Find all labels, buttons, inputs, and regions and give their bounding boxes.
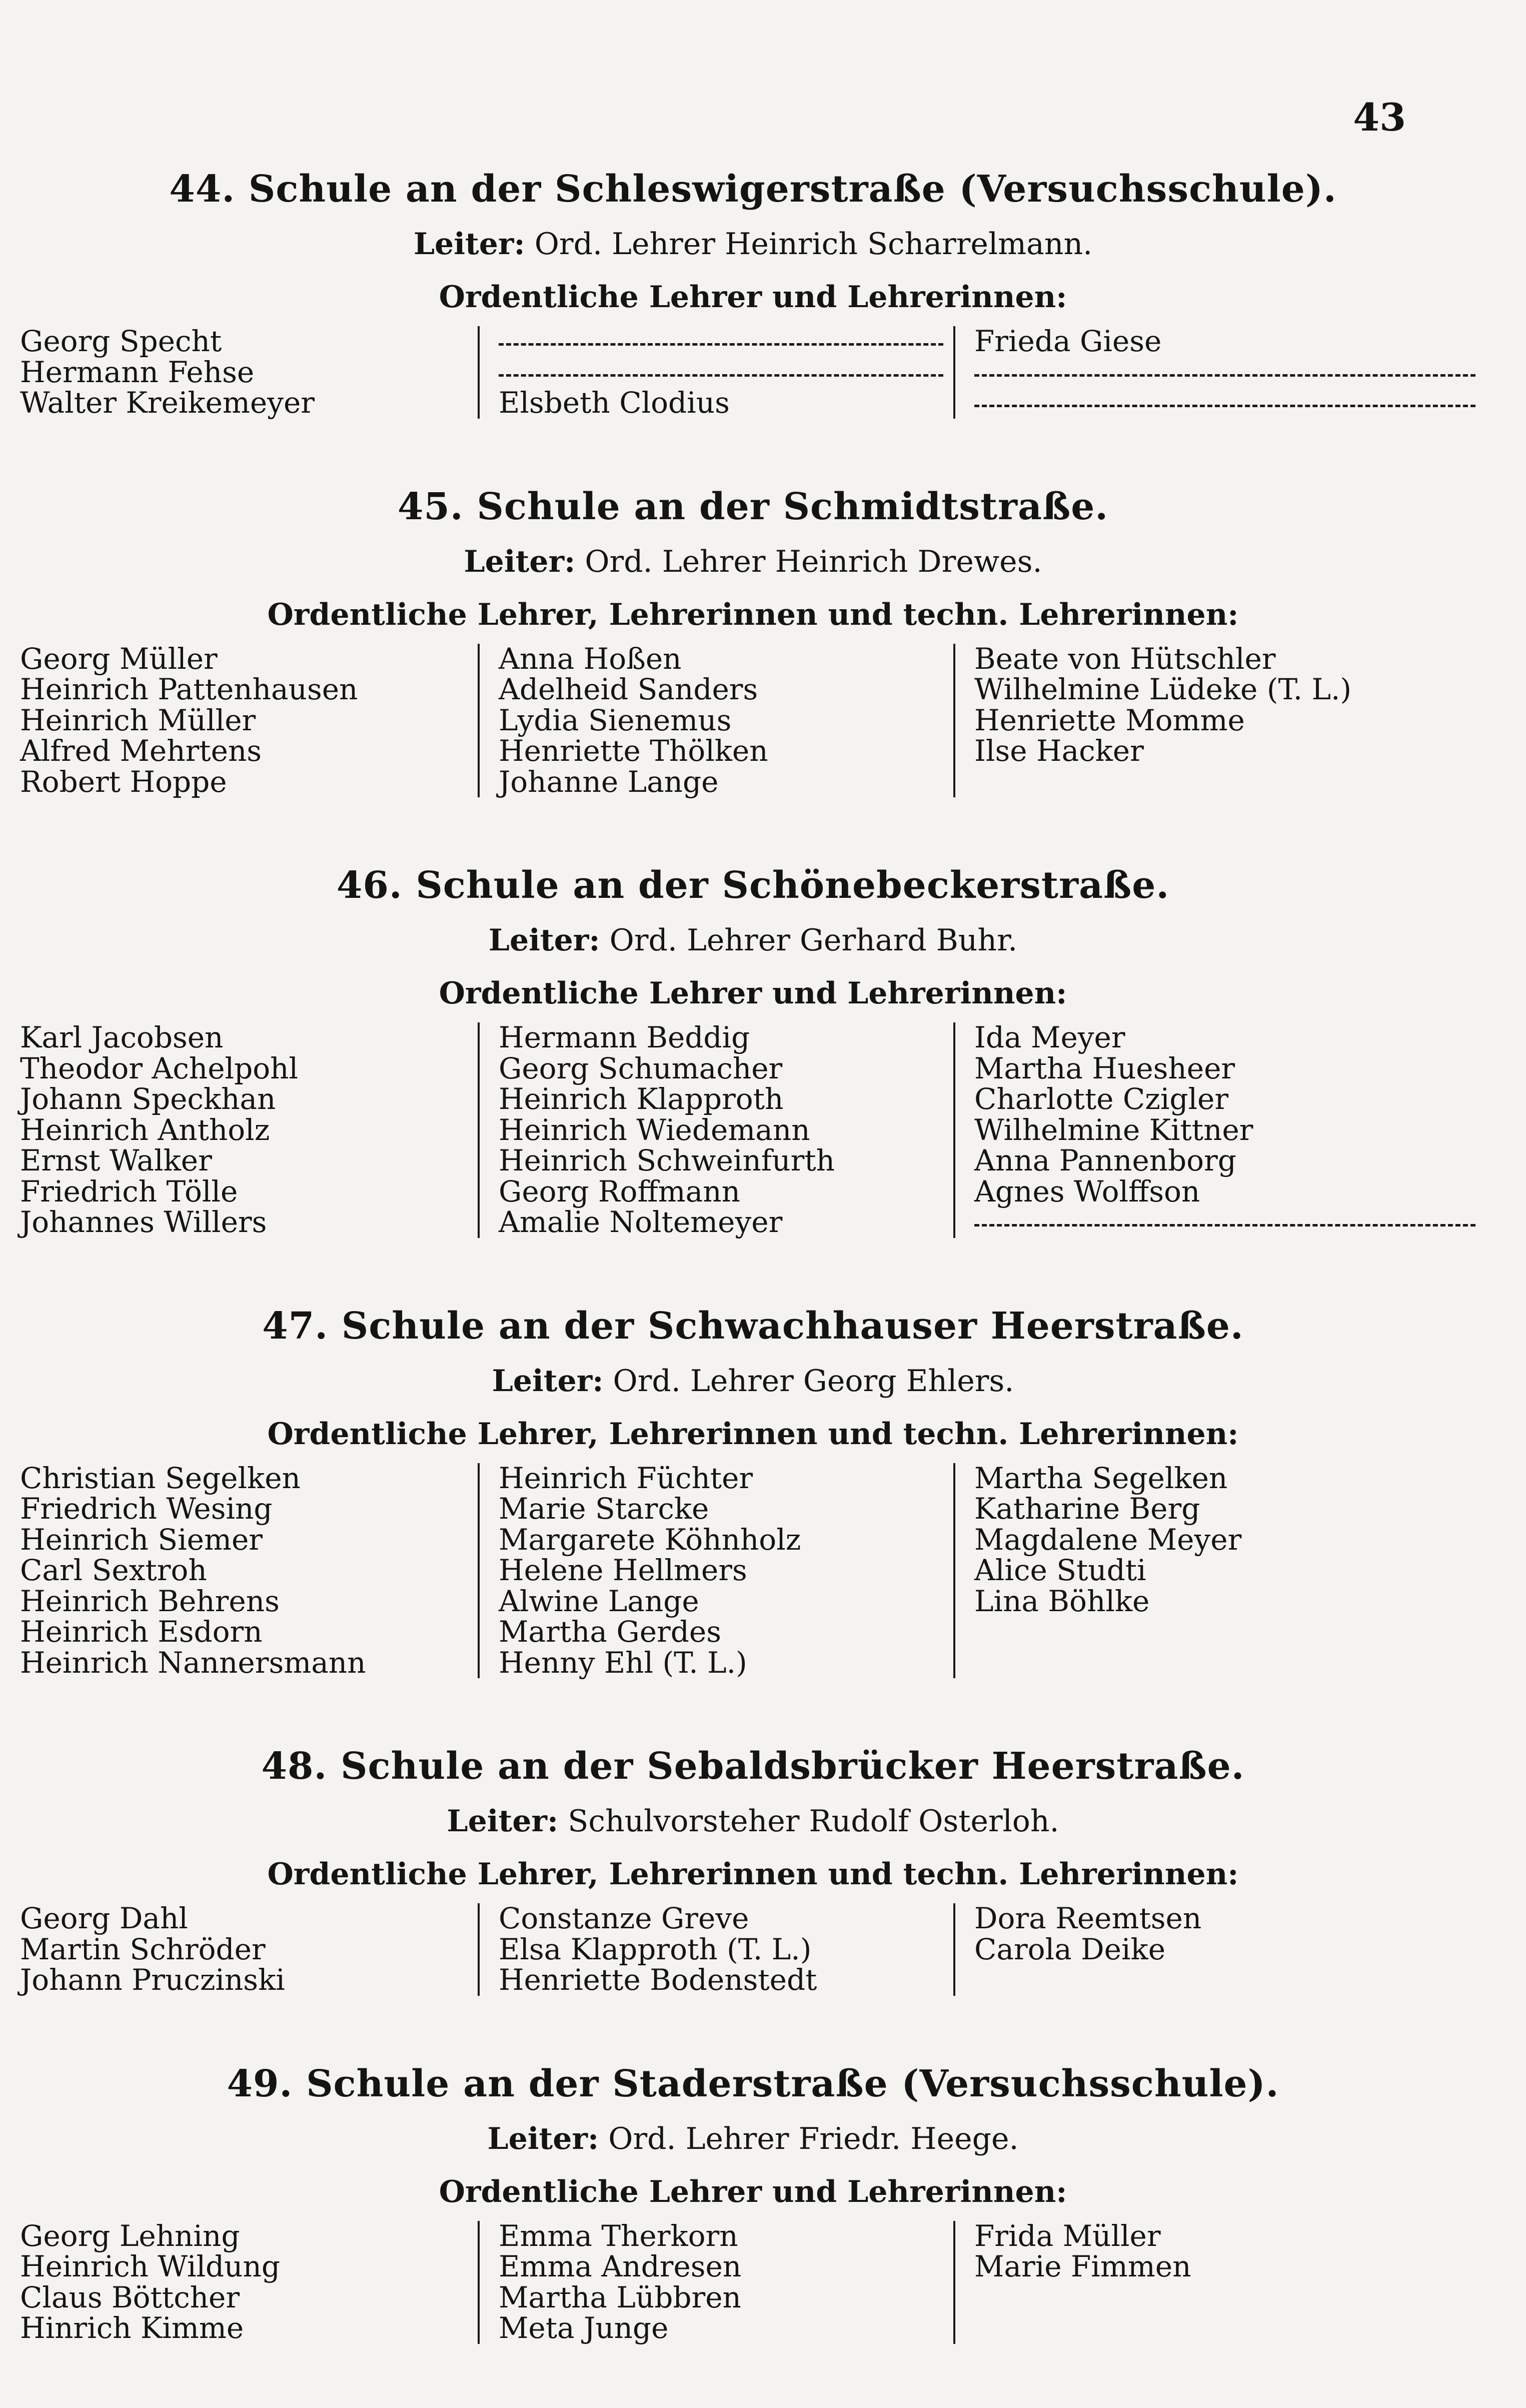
staff-columns xyxy=(20,1463,1486,1679)
vacancy-dash xyxy=(974,388,1485,419)
staff-name: Henny Ehl (T. L.) xyxy=(499,1645,747,1680)
school-title: 49. Schule an der Staderstraße (Versuchsschule). xyxy=(227,2062,1279,2105)
staff-name: Emma Therkorn xyxy=(499,2218,738,2253)
leiter-name: Ord. Lehrer Friedr. Heege. xyxy=(608,2121,1019,2156)
staff-name: Friedrich Wesing xyxy=(20,1492,273,1526)
staff-column-left xyxy=(20,326,478,419)
staff-name: Constanze Greve xyxy=(499,1901,749,1935)
staff-name: Margarete Köhnholz xyxy=(499,1522,801,1557)
school-section xyxy=(20,483,1486,798)
staff-name: Magdalene Meyer xyxy=(974,1522,1242,1557)
staff-column-mid xyxy=(478,641,955,799)
staff-name: Agnes Wolffson xyxy=(974,1174,1200,1209)
staff-name: Martha Huesheer xyxy=(974,1051,1235,1085)
leiter-label: Leiter: xyxy=(487,2121,599,2156)
leiter-name: Ord. Lehrer Gerhard Buhr. xyxy=(609,923,1018,958)
staff-name: Heinrich Antholz xyxy=(20,1112,270,1147)
staff-name: Walter Kreikemeyer xyxy=(20,386,315,420)
staff-heading: Ordentliche Lehrer und Lehrerinnen: xyxy=(439,280,1067,315)
school-leiter xyxy=(20,918,1486,962)
staff-columns xyxy=(20,1903,1486,1996)
vacancy-dash xyxy=(974,1207,1485,1238)
staff-column-right xyxy=(955,326,1485,419)
staff-name: Anna Hoßen xyxy=(499,641,682,676)
staff-name: Theodor Achelpohl xyxy=(20,1051,299,1085)
staff-name: Carola Deike xyxy=(974,1932,1166,1966)
staff-name: Hermann Fehse xyxy=(20,355,255,389)
page-number: 43 xyxy=(1353,95,1406,140)
staff-name: Ida Meyer xyxy=(974,1020,1125,1054)
staff-name: Henriette Thölken xyxy=(499,734,768,768)
staff-name: Marie Fimmen xyxy=(974,2249,1191,2283)
staff-column-mid xyxy=(478,1903,955,1996)
staff-name: Martin Schröder xyxy=(20,1932,266,1966)
staff-name: Johann Speckhan xyxy=(20,1082,276,1116)
staff-name: Frieda Giese xyxy=(974,324,1162,358)
staff-name: Johanne Lange xyxy=(499,764,719,799)
staff-name: Elsa Klapproth (T. L.) xyxy=(499,1932,812,1966)
staff-column-mid xyxy=(478,326,955,419)
staff-name: Anna Pannenborg xyxy=(974,1143,1236,1177)
staff-column-left xyxy=(20,1463,478,1679)
staff-name: Martha Lübbren xyxy=(499,2280,741,2314)
staff-columns xyxy=(20,641,1486,799)
school-list xyxy=(20,165,1486,2408)
school-section xyxy=(20,1302,1486,1679)
staff-name: Ernst Walker xyxy=(20,1143,212,1177)
school-leiter xyxy=(20,1359,1486,1403)
leiter-label: Leiter: xyxy=(413,227,525,262)
staff-name: Carl Sextroh xyxy=(20,1553,207,1587)
staff-name: Robert Hoppe xyxy=(20,764,227,799)
staff-name: Heinrich Pattenhausen xyxy=(20,672,358,706)
staff-name: Emma Andresen xyxy=(499,2249,742,2283)
staff-name: Ilse Hacker xyxy=(974,734,1144,768)
staff-column-left xyxy=(20,1903,478,1996)
school-leiter xyxy=(20,222,1486,266)
staff-name: Amalie Noltemeyer xyxy=(499,1205,783,1239)
staff-columns xyxy=(20,2218,1486,2345)
staff-column-right xyxy=(955,1903,1485,1996)
staff-name: Katharine Berg xyxy=(974,1492,1200,1526)
staff-heading: Ordentliche Lehrer und Lehrerinnen: xyxy=(439,976,1067,1011)
staff-name: Meta Junge xyxy=(499,2311,669,2345)
staff-name: Charlotte Czigler xyxy=(974,1082,1229,1116)
staff-column-right xyxy=(955,2218,1485,2344)
staff-heading: Ordentliche Lehrer und Lehrerinnen: xyxy=(439,2174,1067,2209)
staff-name: Heinrich Schweinfurth xyxy=(499,1143,835,1177)
leiter-label: Leiter: xyxy=(447,1804,559,1839)
school-title: 46. Schule an der Schönebeckerstraße. xyxy=(336,864,1170,907)
school-section xyxy=(20,2060,1486,2344)
staff-name: Claus Böttcher xyxy=(20,2280,240,2314)
staff-column-left xyxy=(20,2218,478,2345)
staff-name: Heinrich Füchter xyxy=(499,1461,753,1495)
staff-column-mid xyxy=(478,2218,955,2345)
school-title: 44. Schule an der Schleswigerstraße (Versuchsschule). xyxy=(169,168,1337,211)
staff-name: Heinrich Nannersmann xyxy=(20,1645,366,1680)
vacancy-dash xyxy=(499,357,953,388)
staff-name: Johannes Willers xyxy=(20,1205,267,1239)
staff-name: Lina Böhlke xyxy=(974,1584,1150,1618)
staff-name: Heinrich Siemer xyxy=(20,1522,263,1557)
staff-name: Frida Müller xyxy=(974,2218,1161,2253)
staff-name: Georg Schumacher xyxy=(499,1051,783,1085)
school-section xyxy=(20,1742,1486,1996)
school-leiter xyxy=(20,540,1486,584)
staff-column-mid xyxy=(478,1463,955,1679)
staff-name: Johann Pruczinski xyxy=(20,1963,285,1997)
staff-name: Heinrich Wildung xyxy=(20,2249,281,2283)
staff-name: Adelheid Sanders xyxy=(499,672,758,706)
staff-name: Dora Reemtsen xyxy=(974,1901,1202,1935)
staff-name: Alwine Lange xyxy=(499,1584,699,1618)
staff-name: Georg Specht xyxy=(20,324,222,358)
staff-column-left xyxy=(20,641,478,799)
staff-name: Georg Lehning xyxy=(20,2218,240,2253)
staff-name: Martha Gerdes xyxy=(499,1615,721,1649)
staff-column-mid xyxy=(478,1022,955,1238)
staff-column-right xyxy=(955,1022,1485,1238)
staff-columns xyxy=(20,326,1486,419)
staff-name: Marie Starcke xyxy=(499,1492,709,1526)
staff-name: Wilhelmine Kittner xyxy=(974,1112,1253,1147)
school-section xyxy=(20,861,1486,1238)
staff-name: Heinrich Müller xyxy=(20,703,256,737)
staff-name: Henriette Momme xyxy=(974,703,1245,737)
staff-name: Beate von Hütschler xyxy=(974,641,1276,676)
staff-name: Hermann Beddig xyxy=(499,1020,750,1054)
staff-name: Christian Segelken xyxy=(20,1461,301,1495)
leiter-name: Ord. Lehrer Georg Ehlers. xyxy=(613,1363,1014,1399)
staff-name: Heinrich Esdorn xyxy=(20,1615,263,1649)
staff-name: Henriette Bodenstedt xyxy=(499,1963,817,1997)
staff-name: Lydia Sienemus xyxy=(499,703,732,737)
staff-name: Helene Hellmers xyxy=(499,1553,747,1587)
staff-column-right xyxy=(955,641,1485,798)
leiter-label: Leiter: xyxy=(488,923,600,958)
staff-columns xyxy=(20,1022,1486,1238)
leiter-name: Ord. Lehrer Heinrich Scharrelmann. xyxy=(534,227,1093,262)
leiter-name: Schulvorsteher Rudolf Osterloh. xyxy=(568,1804,1059,1839)
school-section xyxy=(20,165,1486,419)
staff-name: Georg Müller xyxy=(20,641,218,676)
leiter-label: Leiter: xyxy=(464,544,576,579)
staff-name: Hinrich Kimme xyxy=(20,2311,244,2345)
vacancy-dash xyxy=(499,326,953,357)
leiter-label: Leiter: xyxy=(492,1363,604,1399)
staff-name: Wilhelmine Lüdeke (T. L.) xyxy=(974,672,1352,706)
staff-heading: Ordentliche Lehrer, Lehrerinnen und techn. Lehrerinnen: xyxy=(267,597,1239,632)
leiter-name: Ord. Lehrer Heinrich Drewes. xyxy=(585,544,1042,579)
vacancy-dash xyxy=(974,357,1485,388)
staff-name: Heinrich Behrens xyxy=(20,1584,280,1618)
school-leiter xyxy=(20,1799,1486,1843)
staff-name: Heinrich Wiedemann xyxy=(499,1112,810,1147)
school-title: 48. Schule an der Sebaldsbrücker Heerstraße. xyxy=(261,1745,1245,1788)
staff-name: Martha Segelken xyxy=(974,1461,1228,1495)
staff-column-left xyxy=(20,1022,478,1238)
staff-name: Elsbeth Clodius xyxy=(499,386,730,420)
staff-column-right xyxy=(955,1463,1485,1679)
staff-name: Heinrich Klapproth xyxy=(499,1082,784,1116)
staff-name: Georg Roffmann xyxy=(499,1174,740,1209)
school-title: 45. Schule an der Schmidtstraße. xyxy=(397,485,1109,528)
school-title: 47. Schule an der Schwachhauser Heerstraße. xyxy=(262,1304,1244,1348)
staff-name: Alfred Mehrtens xyxy=(20,734,262,768)
staff-name: Friedrich Tölle xyxy=(20,1174,238,1209)
staff-name: Georg Dahl xyxy=(20,1901,188,1935)
staff-heading: Ordentliche Lehrer, Lehrerinnen und techn. Lehrerinnen: xyxy=(267,1857,1239,1892)
school-leiter xyxy=(20,2117,1486,2161)
staff-name: Alice Studti xyxy=(974,1553,1146,1587)
staff-name: Karl Jacobsen xyxy=(20,1020,224,1054)
staff-heading: Ordentliche Lehrer, Lehrerinnen und techn. Lehrerinnen: xyxy=(267,1416,1239,1452)
